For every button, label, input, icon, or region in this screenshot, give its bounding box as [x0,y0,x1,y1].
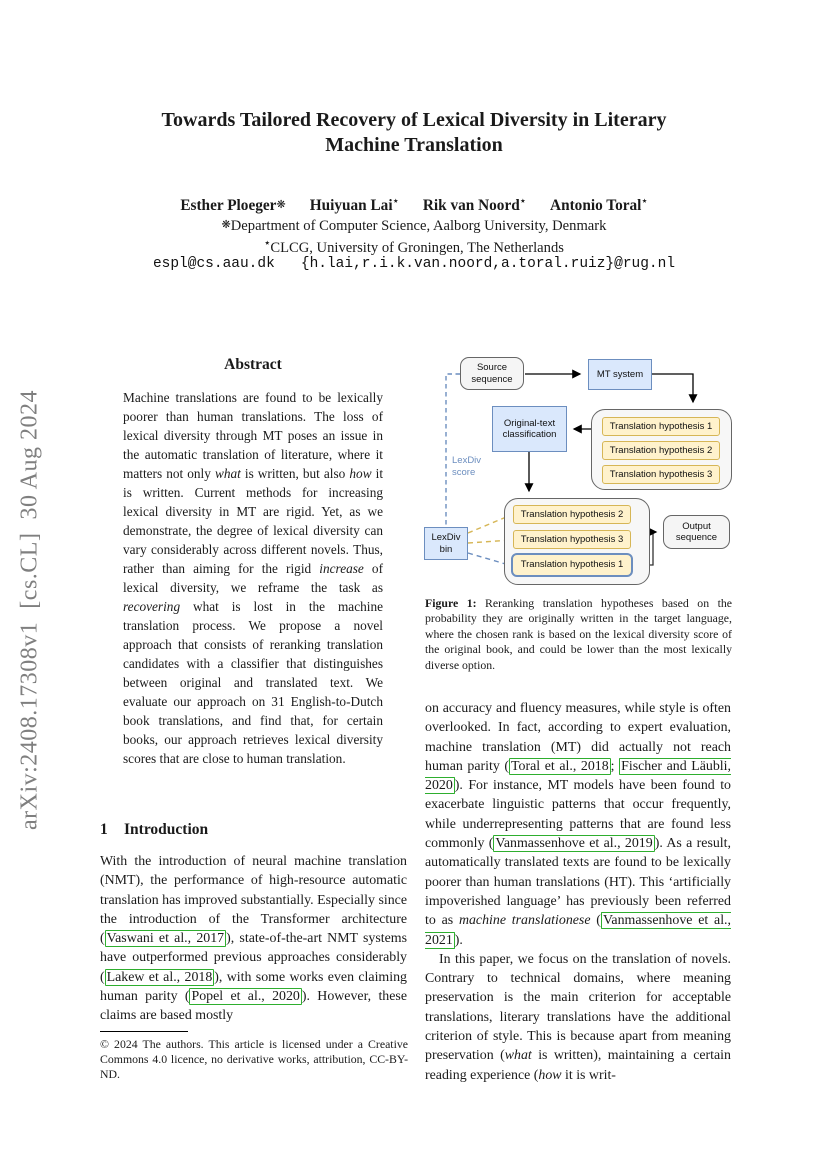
text-segment: what [504,1048,532,1064]
affil-marker-star: ⋆ [264,238,271,249]
citation-link[interactable]: Toral et al., 2018 [511,758,609,774]
affil-marker-flower: ❋ [221,218,231,231]
affiliation-2: ⋆CLCG, University of Groningen, The Netherlands [264,238,564,256]
citation-link[interactable]: Lakew et al., 2018 [106,969,213,985]
dashed-lexdiv-score-line [446,374,460,525]
text-segment: recovering [123,599,181,614]
citation-link[interactable]: Fischer and Läubli, 2020 [425,758,731,794]
node-lexdiv-bin: LexDiv bin [424,527,468,560]
text-segment: ). [454,932,463,948]
figure-caption-label: Figure 1: [425,596,477,610]
text-segment: is written), maintaining a certain reading experience ( [425,1048,731,1083]
text-segment: ), with some works even claiming human parity ( [100,969,407,1005]
figure-1-diagram [424,349,734,592]
body-paragraph-1 [425,699,731,950]
author-3: Rik van Noord⋆ [422,196,527,215]
body-paragraph-2 [425,950,731,1085]
node-source-sequence: Source sequence [460,357,524,390]
citation-link[interactable]: Vanmassenhove et al., 2021 [425,913,731,948]
paper-title [0,108,828,158]
text-segment: ( [590,913,601,929]
right-column-body [425,699,731,1085]
author-1: Esther Ploeger❋ [180,197,286,215]
text-segment: it is writ- [561,1067,616,1083]
figure-1-caption [425,596,732,673]
text-segment: Machine translations are found to be lexically poorer than human translations. The loss of lexical diversity through MT poses an issue in the automatic translation of literature, where it matters not only [123,390,383,481]
node-output-sequence: Output sequence [663,515,730,549]
abstract-text [123,388,383,768]
affil-marker-flower: ❋ [276,198,286,212]
text-segment: is written, but also [240,466,350,481]
text-segment: how [538,1067,562,1083]
text-segment: ; [610,758,620,774]
text-segment: ). As a result, automatically translated texts are found to be lexically poorer than human translations (HT). This ‘artificially impoverished language’ has previously been referred to as [425,836,731,929]
text-segment: of lexical diversity, we reframe the task as [123,561,383,595]
affiliation-1: ❋Department of Computer Science, Aalborg University, Denmark [221,218,607,234]
affil-marker-star: ⋆ [641,196,648,207]
lexdiv-score-label: LexDiv score [452,455,482,478]
node-mt-system: MT system [588,359,652,390]
citation-link[interactable]: Vaswani et al., 2017 [106,931,225,947]
text-segment: it is written. Current methods for increasing lexical diversity in MT are rigid. Yet, as we demonstrate, the degree of lexical diversity can vary considerably across different novels. Thus, rather than aiming for the rigid [123,466,384,576]
author-emails[interactable]: espl@cs.aau.dk {h.lai,r.i.k.van.noord,a.toral.ruiz}@rug.nl [152,256,676,272]
text-segment: what is lost in the machine translation process. We propose a novel approach that consists of reranking translation candidates with a classifier that distinguishes between original and translated text. We evaluate our approach on 31 English-to-Dutch book translations, and find that, for certain books, our approach retrieves lexical diversity scores that are close to human translation. [123,599,383,766]
text-segment: how [349,466,372,481]
author-2: Huiyuan Lai⋆ [309,196,399,215]
node-hypothesis-1: Translation hypothesis 1 [602,417,720,436]
section-title: Introduction [124,821,209,838]
author-list [0,196,828,215]
citation-link[interactable]: Vanmassenhove et al., 2019 [495,836,653,852]
license-footnote: © 2024 The authors. This article is licensed under a Creative Commons 4.0 licence, no derivative works, attribution, CC-BY-ND. [100,1031,408,1081]
abstract-heading: Abstract [224,356,282,373]
section-heading-introduction [100,821,406,839]
affil-marker-star: ⋆ [519,196,527,207]
text-segment: ), state-of-the-art NMT systems have outperformed previous approaches considerably ( [100,931,407,985]
text-segment: what [214,466,241,481]
node-hypothesis-3: Translation hypothesis 3 [602,465,720,484]
text-segment: ). However, these claims are based mostly [100,989,407,1024]
text-segment: on accuracy and fluency measures, while style is often overlooked. In fact, according to expert evaluation, machine translation (MT) did actually not reach human parity ( [425,701,731,774]
citation-link[interactable]: Popel et al., 2020 [191,989,300,1005]
text-segment: ). For instance, MT models have been found to exacerbate linguistic patterns that occur frequently, while underrepresenting patterns that are found less commonly ( [425,778,731,852]
paper-title-line1: Towards Tailored Recovery of Lexical Diversity in Literary [161,109,667,131]
text-segment: With the introduction of neural machine translation (NMT), the performance of high-resource automatic translation has improved substantially. Especially since the introduction of the Transformer architecture ( [100,854,407,947]
footnote-rule [100,1031,188,1032]
arxiv-watermark: arXiv:2408.17308v1 [cs.CL] 30 Aug 2024 [16,390,43,830]
node-hypothesis-2: Translation hypothesis 2 [602,441,720,460]
figure-caption-text: Reranking translation hypotheses based on the probability they are originally written in the target language, where the chosen rank is based on the lexical diversity score of the original book, and could be lower than the most lexically diverse option. [425,596,733,672]
node-reranked-hypothesis-2: Translation hypothesis 2 [513,505,631,524]
arrow-mt-to-hypotheses [652,374,693,402]
dashed-bin-to-hyp1 [468,553,509,565]
section-number: 1 [100,821,108,838]
node-reranked-hypothesis-3: Translation hypothesis 3 [513,530,631,549]
affil-marker-star: ⋆ [392,196,399,207]
introduction-paragraph [100,852,407,1026]
text-segment: In this paper, we focus on the translation of novels. Contrary to technical domains, where meaning preservation is the main criterion for acceptable translations, literary translations have the additional criterion of style. This is because apart from meaning preservation ( [425,951,731,1064]
paper-title-line2: Machine Translation [325,134,503,156]
node-original-text-classification: Original-text classification [492,406,567,452]
author-4: Antonio Toral⋆ [550,196,648,215]
node-selected-hypothesis-1: Translation hypothesis 1 [511,553,633,577]
text-segment: machine translationese [458,913,591,929]
text-segment: increase [319,561,364,576]
